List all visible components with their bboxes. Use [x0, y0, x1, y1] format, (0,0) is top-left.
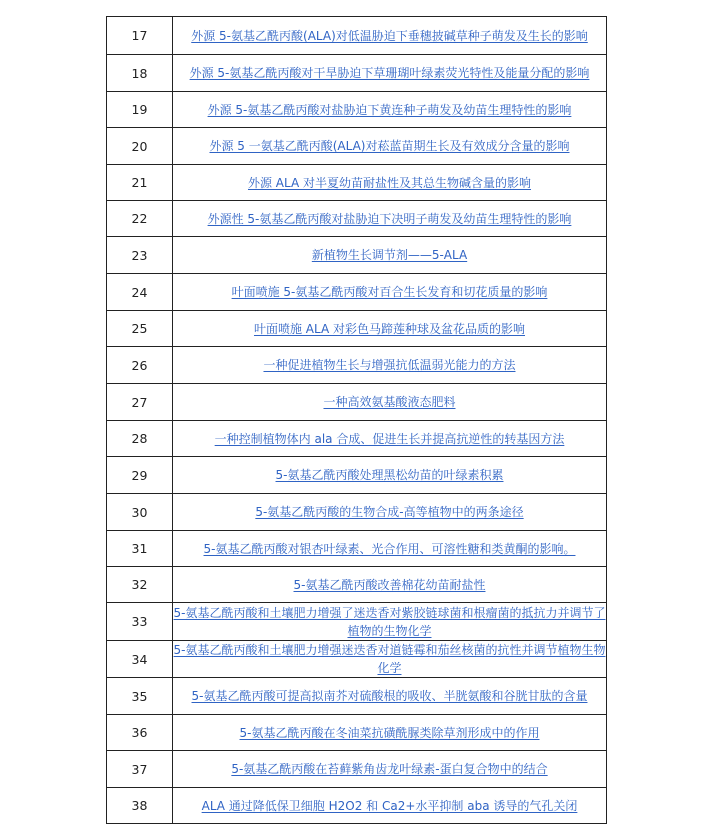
reference-number: 25	[107, 311, 173, 347]
reference-number: 17	[107, 17, 173, 55]
reference-title-cell	[173, 567, 607, 603]
reference-row	[107, 678, 607, 715]
reference-title-cell	[173, 751, 607, 788]
reference-number: 37	[107, 751, 173, 788]
reference-row	[107, 237, 607, 274]
reference-title-link[interactable]: 外源 5-氨基乙酰丙酸对盐胁迫下黄连种子萌发及幼苗生理特性的影响	[207, 102, 572, 117]
reference-row	[107, 274, 607, 311]
reference-row	[107, 457, 607, 494]
reference-title-cell	[173, 274, 607, 311]
reference-row	[107, 17, 607, 55]
reference-row	[107, 715, 607, 751]
reference-title-cell	[173, 384, 607, 421]
reference-title-cell	[173, 421, 607, 457]
reference-number: 31	[107, 531, 173, 567]
reference-row	[107, 55, 607, 92]
reference-number: 30	[107, 494, 173, 531]
reference-number: 32	[107, 567, 173, 603]
reference-title-cell	[173, 457, 607, 494]
reference-title-cell	[173, 55, 607, 92]
reference-number: 34	[107, 641, 173, 678]
reference-title-link[interactable]: 一种促进植物生长与增强抗低温弱光能力的方法	[263, 358, 516, 372]
reference-number: 22	[107, 201, 173, 237]
reference-number: 26	[107, 347, 173, 384]
reference-title-cell	[173, 494, 607, 531]
reference-row	[107, 311, 607, 347]
reference-title-link[interactable]: 5-氨基乙酰丙酸可提高拟南芥对硫酸根的吸收、半胱氨酸和谷胱甘肽的含量	[191, 689, 588, 703]
reference-row	[107, 421, 607, 457]
reference-title-link[interactable]: 5-氨基乙酰丙酸和土壤肥力增强迷迭香对道链霉和茄丝核菌的抗性并调节植物生物化学	[173, 643, 606, 675]
reference-number: 36	[107, 715, 173, 751]
reference-title-cell	[173, 92, 607, 128]
reference-number: 21	[107, 165, 173, 201]
reference-title-link[interactable]: 5-氨基乙酰丙酸和土壤肥力增强了迷迭香对紫胶链球菌和根瘤菌的抵抗力并调节了植物的生物化学	[173, 605, 606, 638]
reference-number: 35	[107, 678, 173, 715]
reference-number: 23	[107, 237, 173, 274]
reference-row	[107, 384, 607, 421]
reference-row	[107, 641, 607, 678]
reference-title-cell	[173, 17, 607, 55]
reference-title-link[interactable]: 外源 5 一氨基乙酰丙酸(ALA)对菘蓝苗期生长及有效成分含量的影响	[209, 139, 570, 153]
reference-title-link[interactable]: 外源性 5-氨基乙酰丙酸对盐胁迫下决明子萌发及幼苗生理特性的影响	[207, 211, 572, 226]
reference-row	[107, 201, 607, 237]
reference-title-cell	[173, 347, 607, 384]
reference-row	[107, 347, 607, 384]
reference-title-link[interactable]: 5-氨基乙酰丙酸的生物合成-高等植物中的两条途径	[255, 505, 524, 519]
reference-title-link[interactable]: 5-氨基乙酰丙酸改善棉花幼苗耐盐性	[293, 577, 486, 592]
reference-number: 20	[107, 128, 173, 165]
reference-number: 33	[107, 603, 173, 641]
reference-number: 29	[107, 457, 173, 494]
reference-number: 28	[107, 421, 173, 457]
reference-row	[107, 603, 607, 641]
reference-number: 18	[107, 55, 173, 92]
reference-title-link[interactable]: 外源 ALA 对半夏幼苗耐盐性及其总生物碱含量的影响	[247, 175, 531, 190]
reference-title-cell	[173, 531, 607, 567]
reference-title-link[interactable]: 5-氨基乙酰丙酸在冬油菜抗磺酰脲类除草剂形成中的作用	[239, 725, 540, 740]
reference-title-link[interactable]: 外源 5-氨基乙酰丙酸对干旱胁迫下草珊瑚叶绿素荧光特性及能量分配的影响	[189, 66, 590, 80]
reference-row	[107, 92, 607, 128]
reference-row	[107, 567, 607, 603]
reference-row	[107, 165, 607, 201]
reference-number: 27	[107, 384, 173, 421]
reference-row	[107, 531, 607, 567]
reference-title-link[interactable]: 一种高效氨基酸液态肥料	[323, 395, 456, 409]
reference-title-cell	[173, 201, 607, 237]
reference-title-cell	[173, 165, 607, 201]
reference-title-link[interactable]: 叶面喷施 5-氨基乙酰丙酸对百合生长发育和切花质量的影响	[231, 285, 548, 299]
reference-title-link[interactable]: 5-氨基乙酰丙酸处理黑松幼苗的叶绿素积累	[275, 468, 504, 482]
reference-row	[107, 751, 607, 788]
reference-row	[107, 788, 607, 824]
reference-title-cell	[173, 788, 607, 824]
reference-title-cell	[173, 237, 607, 274]
reference-title-link[interactable]: 外源 5-氨基乙酰丙酸(ALA)对低温胁迫下垂穗披碱草种子萌发及生长的影响	[191, 28, 588, 43]
reference-title-link[interactable]: 叶面喷施 ALA 对彩色马蹄莲种球及盆花品质的影响	[253, 321, 525, 336]
reference-title-cell	[173, 715, 607, 751]
reference-number: 24	[107, 274, 173, 311]
reference-number: 19	[107, 92, 173, 128]
reference-table	[106, 16, 607, 824]
reference-title-link[interactable]: 新植物生长调节剂——5-ALA	[311, 248, 468, 262]
reference-title-cell	[173, 311, 607, 347]
reference-row	[107, 494, 607, 531]
reference-row	[107, 128, 607, 165]
reference-title-cell	[173, 641, 607, 678]
reference-title-cell	[173, 678, 607, 715]
reference-title-link[interactable]: 5-氨基乙酰丙酸对银杏叶绿素、光合作用、可溶性糖和类黄酮的影响。	[203, 541, 576, 556]
reference-title-cell	[173, 128, 607, 165]
reference-title-link[interactable]: 一种控制植物体内 ala 合成、促进生长并提高抗逆性的转基因方法	[214, 431, 565, 446]
reference-title-link[interactable]: 5-氨基乙酰丙酸在苔藓紫角齿龙叶绿素-蛋白复合物中的结合	[231, 762, 548, 776]
reference-title-link[interactable]: ALA 通过降低保卫细胞 H2O2 和 Ca2+水平抑制 aba 诱导的气孔关闭	[201, 798, 578, 813]
reference-table-body	[107, 17, 607, 824]
reference-number: 38	[107, 788, 173, 824]
reference-title-cell	[173, 603, 607, 641]
